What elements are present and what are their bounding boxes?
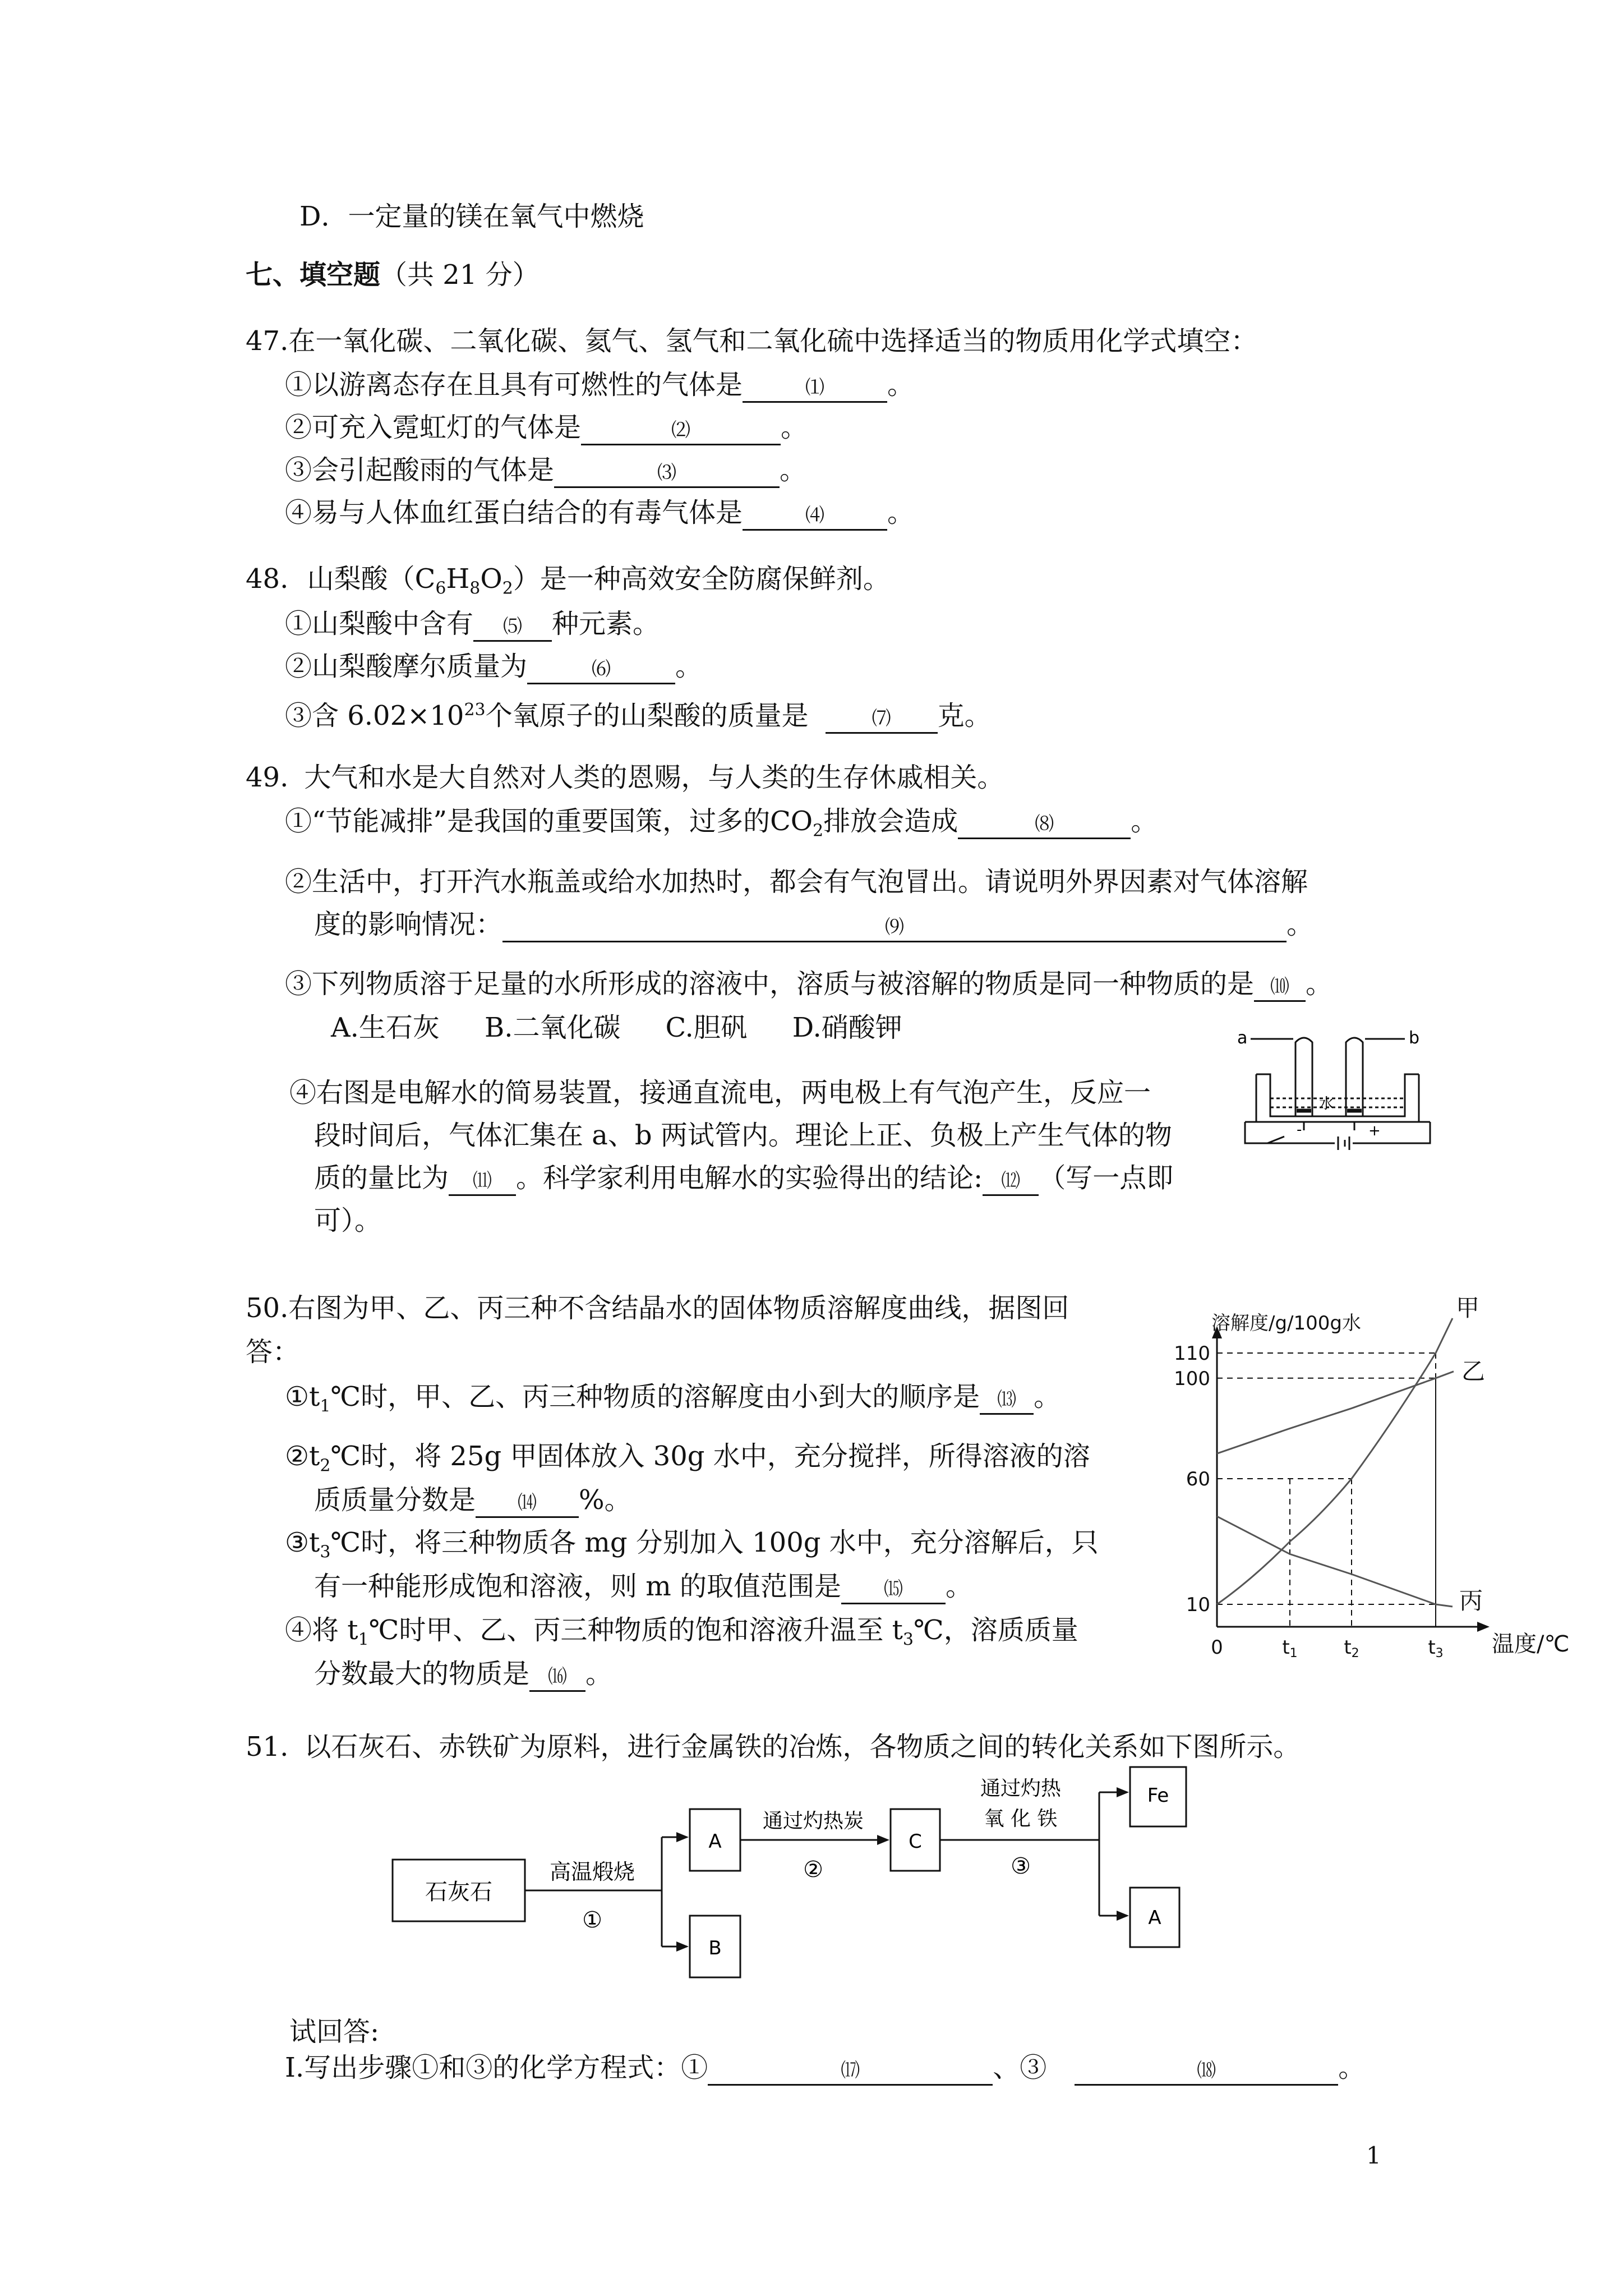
- answer-blank-2[interactable]: ⑵: [581, 417, 781, 445]
- step-2-number: ②: [803, 1857, 823, 1883]
- iron-smelting-flow-diagram: [393, 1767, 1211, 2014]
- series-line-3: [1217, 1516, 1453, 1607]
- q49-item-2-line-1: ②生活中，打开汽水瓶盖或给水加热时，都会有气泡冒出。请说明外界因素对气体溶解: [285, 866, 1308, 898]
- q51-number: 51.: [246, 1731, 289, 1763]
- prev-question-option-d: D．一定量的镁在氧气中燃烧: [299, 201, 644, 232]
- q50-item-4-text: ④将 t: [285, 1614, 358, 1646]
- answer-blank-4[interactable]: ⑷: [743, 502, 887, 531]
- q51-part-1: [285, 2050, 1365, 2086]
- x-tick-label: t1: [1282, 1636, 1298, 1660]
- section-title: 七、填空题: [246, 259, 381, 291]
- q51-stem: [246, 1729, 1300, 1765]
- option-d[interactable]: D.硝酸钾: [792, 1012, 902, 1043]
- box-a2-label: A: [1148, 1907, 1161, 1929]
- limestone-label: 石灰石: [425, 1879, 492, 1905]
- answer-blank-17[interactable]: ⒄: [708, 2057, 993, 2086]
- option-a[interactable]: A.生石灰: [331, 1012, 440, 1043]
- q49-item-1-text: 排放会造成: [823, 806, 958, 837]
- q49-item-4-line-2: 段时间后，气体汇集在 a、b 两试管内。理论上正、负极上产生气体的物: [314, 1120, 1172, 1151]
- q49-item-1-text: ①“节能减排”是我国的重要国策，过多的CO: [285, 806, 813, 837]
- answer-blank-3[interactable]: ⑶: [554, 459, 780, 488]
- q50-item-3-text: ③t: [285, 1527, 320, 1558]
- q47-item-4-text: ④易与人体血红蛋白结合的有毒气体是: [285, 497, 743, 528]
- q51-part-1-text: 、③: [993, 2052, 1047, 2083]
- box-a-label: A: [708, 1830, 722, 1853]
- q47-item-1: [285, 367, 914, 403]
- q50-item-1: [285, 1379, 1061, 1425]
- q51-part-1-text: Ⅰ.写出步骤①和③的化学方程式：①: [285, 2052, 708, 2083]
- y-tick-label: 10: [1186, 1594, 1210, 1616]
- tube-a-label: a: [1237, 1028, 1248, 1048]
- answer-blank-9[interactable]: ⑼: [502, 914, 1287, 942]
- series-label: 丙: [1459, 1587, 1483, 1614]
- x-tick-label: t3: [1428, 1636, 1444, 1660]
- page-number: 1: [1366, 2142, 1381, 2169]
- q47-item-1-text: ①以游离态存在且具有可燃性的气体是: [285, 369, 743, 401]
- series-line-1: [1217, 1318, 1453, 1604]
- q48-stem: [246, 561, 890, 607]
- step-3-label-line-2: 氧 化 铁: [984, 1807, 1058, 1830]
- subscript: 1: [358, 1630, 369, 1650]
- q50-item-4-text: ℃时甲、乙、丙三种物质的饱和溶液升温至 t: [368, 1614, 903, 1646]
- q50-item-4-text: ℃，溶质质量: [914, 1614, 1078, 1646]
- q48-item-3-end: 克。: [937, 700, 992, 731]
- q50-item-4-end: 。: [585, 1658, 613, 1690]
- answer-blank-15[interactable]: ⒂: [841, 1576, 946, 1604]
- series-line-2: [1217, 1372, 1454, 1453]
- q48-stem-part: H: [446, 563, 470, 595]
- box-c-label: C: [909, 1830, 922, 1853]
- y-axis-label: 溶解度/g/100g水: [1211, 1312, 1361, 1335]
- q48-stem-part: O: [480, 563, 502, 595]
- q49-item-2-text: 度的影响情况：: [314, 909, 503, 940]
- y-tick-label: 60: [1186, 1468, 1210, 1490]
- q49-item-1-end: 。: [1131, 806, 1158, 837]
- q47-item-2-text: ②可充入霓虹灯的气体是: [285, 412, 582, 443]
- answer-blank-1[interactable]: ⑴: [743, 374, 887, 403]
- q49-item-3-end: 。: [1306, 968, 1333, 1000]
- q50-item-1-text: ①t: [285, 1381, 320, 1412]
- exponent: 23: [464, 700, 486, 720]
- q50-item-4-text: 分数最大的物质是: [314, 1658, 530, 1690]
- answer-blank-7[interactable]: ⑺: [826, 705, 938, 734]
- q50-item-4-line-1: [285, 1612, 1078, 1658]
- x-axis-label: 温度/℃: [1492, 1631, 1570, 1657]
- q48-item-3: [285, 692, 992, 734]
- section-heading: [246, 257, 540, 293]
- q49-item-4-line-3: [314, 1160, 1173, 1196]
- formula-subscript: 2: [813, 821, 824, 841]
- q48-item-1: [285, 606, 660, 642]
- q50-item-3-text: 有一种能形成饱和溶液，则 m 的取值范围是: [314, 1571, 842, 1602]
- q48-item-3-text: 个氧原子的山梨酸的质量是: [485, 700, 809, 731]
- minus-terminal-label: -: [1297, 1121, 1302, 1138]
- q47-item-3-end: 。: [780, 454, 807, 486]
- q51-part-1-end: 。: [1338, 2052, 1366, 2083]
- q48-item-3-text: ③含 6.02×10: [285, 700, 464, 731]
- series-label: 甲: [1456, 1294, 1480, 1322]
- formula-subscript: 6: [435, 578, 446, 599]
- formula-subscript: 8: [469, 578, 481, 599]
- q50-item-4-line-2: [314, 1656, 612, 1692]
- q50-line-2: 答：: [246, 1336, 300, 1368]
- q48-number: 48.: [246, 563, 289, 595]
- q47-item-2-end: 。: [781, 412, 808, 443]
- q49-item-4-text: 质的量比为: [314, 1162, 449, 1194]
- x-axis-arrow: [1477, 1622, 1490, 1632]
- water-label: 水: [1319, 1096, 1334, 1112]
- subscript: 2: [320, 1456, 331, 1476]
- tube-b-label: b: [1409, 1028, 1420, 1048]
- q50-item-3-text: ℃时，将三种物质各 mg 分别加入 100g 水中，充分溶解后，只: [330, 1527, 1099, 1558]
- q50-item-2-text: ②t: [285, 1441, 320, 1472]
- subscript: 3: [320, 1542, 331, 1562]
- answer-blank-18[interactable]: ⒅: [1075, 2057, 1338, 2086]
- box-fe-label: Fe: [1147, 1784, 1169, 1807]
- x-tick-label: 0: [1211, 1636, 1223, 1659]
- q49-item-4-line-4: 可）。: [314, 1205, 382, 1236]
- q50-item-2-text: ℃时，将 25g 甲固体放入 30g 水中，充分搅拌，所得溶液的溶: [330, 1441, 1090, 1472]
- q49-item-2-line-2: [314, 907, 1313, 942]
- answer-blank-10[interactable]: ⑽: [1254, 973, 1306, 1002]
- option-b[interactable]: B.二氧化碳: [484, 1012, 621, 1043]
- answer-blank-8[interactable]: ⑻: [958, 811, 1131, 839]
- q48-item-1-end: 种元素。: [552, 608, 660, 639]
- x-tick-label: t2: [1344, 1636, 1359, 1660]
- solubility-curve-chart: [1166, 1294, 1570, 1672]
- q48-stem-part: 山梨酸（C: [307, 563, 436, 595]
- answer-blank-12[interactable]: ⑿: [983, 1167, 1039, 1196]
- q49-item-1: [285, 803, 1158, 849]
- option-c[interactable]: C.胆矾: [665, 1012, 748, 1043]
- y-tick-label: 100: [1174, 1367, 1210, 1390]
- q50-item-2-text: 质质量分数是: [314, 1484, 476, 1516]
- q50-item-1-end: 。: [1034, 1381, 1061, 1412]
- q47-item-3-text: ③会引起酸雨的气体是: [285, 454, 555, 486]
- q50-item-2-line-2: [314, 1482, 631, 1518]
- q47-item-3: [285, 452, 806, 488]
- y-tick-label: 110: [1174, 1342, 1210, 1365]
- step-1-label: 高温煅烧: [549, 1860, 635, 1884]
- q50-item-2-line-1: [285, 1438, 1090, 1484]
- q48-stem-part: ）是一种高效安全防腐保鲜剂。: [513, 563, 890, 595]
- step-2-label: 通过灼热炭: [762, 1810, 864, 1833]
- formula-subscript: 2: [502, 578, 513, 599]
- step-1-number: ①: [582, 1907, 602, 1933]
- q48-item-2-text: ②山梨酸摩尔质量为: [285, 651, 528, 682]
- electrolysis-apparatus-figure: [1234, 1028, 1447, 1150]
- q50-line-1: 50.右图为甲、乙、丙三种不含结晶水的固体物质溶解度曲线，据图回: [246, 1292, 1069, 1324]
- q50-item-3-end: 。: [946, 1571, 973, 1602]
- q47-item-2: [285, 409, 808, 445]
- q50-item-3-line-2: [314, 1568, 972, 1604]
- q50-item-3-line-1: [285, 1525, 1099, 1571]
- q47-item-4-end: 。: [887, 497, 915, 528]
- q49-number: 49.: [246, 762, 289, 793]
- q48-item-2: [285, 648, 702, 684]
- q47-item-4: [285, 495, 914, 531]
- q48-item-2-end: 。: [675, 651, 703, 682]
- q49-item-4-text: 。科学家利用电解水的实验得出的结论:: [516, 1162, 983, 1194]
- q49-item-3: [285, 966, 1332, 1002]
- q49-item-4-text: （写一点即: [1039, 1162, 1174, 1194]
- q51-stem-text: 以石灰石、赤铁矿为原料，进行金属铁的冶炼，各物质之间的转化关系如下图所示。: [304, 1731, 1301, 1763]
- q49-item-3-text: ③下列物质溶于足量的水所形成的溶液中，溶质与被溶解的物质是同一种物质的是: [285, 968, 1255, 1000]
- answer-blank-16[interactable]: ⒃: [529, 1663, 585, 1692]
- answer-intro: 试回答:: [289, 2016, 380, 2047]
- q47-stem: 47.在一氧化碳、二氧化碳、氦气、氢气和二氧化硫中选择适当的物质用化学式填空：: [246, 325, 1258, 357]
- step-3-number: ③: [1011, 1853, 1031, 1879]
- q49-stem: [246, 760, 1004, 795]
- subscript: 3: [902, 1630, 914, 1650]
- answer-blank-5[interactable]: ⑸: [473, 613, 552, 642]
- q49-item-2-end: 。: [1287, 909, 1314, 940]
- q49-stem-text: 大气和水是大自然对人类的恩赐，与人类的生存休戚相关。: [304, 762, 1004, 793]
- plus-terminal-label: +: [1368, 1122, 1381, 1139]
- q49-options: [331, 1010, 902, 1046]
- q49-item-4-line-1: ④右图是电解水的简易装置，接通直流电，两电极上有气泡产生，反应一: [289, 1077, 1151, 1108]
- box-b-label: B: [708, 1937, 722, 1959]
- step-3-label-line-1: 通过灼热: [980, 1777, 1062, 1800]
- answer-blank-14[interactable]: ⒁: [476, 1489, 579, 1518]
- q48-item-1-text: ①山梨酸中含有: [285, 608, 474, 639]
- answer-blank-13[interactable]: ⒀: [980, 1386, 1034, 1415]
- subscript: 1: [320, 1396, 331, 1416]
- q47-item-1-end: 。: [887, 369, 915, 401]
- q50-item-1-text: ℃时，甲、乙、丙三种物质的溶解度由小到大的顺序是: [330, 1381, 980, 1412]
- series-label: 乙: [1461, 1357, 1486, 1385]
- section-score-note: （共 21 分）: [380, 259, 540, 291]
- q50-item-2-end: %。: [579, 1484, 631, 1516]
- answer-blank-6[interactable]: ⑹: [527, 656, 675, 684]
- answer-blank-11[interactable]: ⑾: [449, 1167, 516, 1196]
